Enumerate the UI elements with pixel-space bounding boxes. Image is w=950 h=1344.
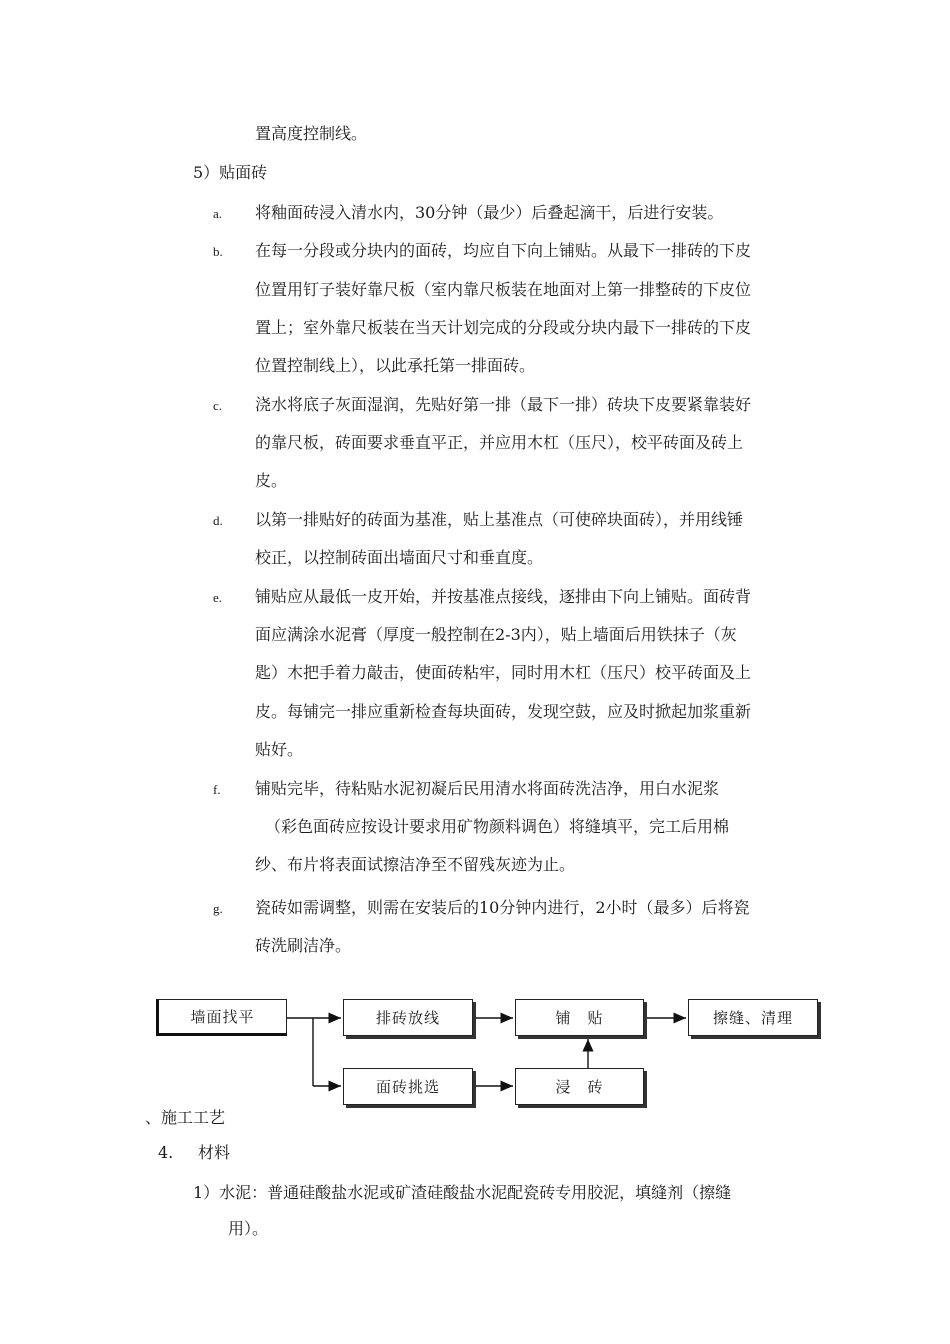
item-c-line-1: 浇水将底子灰面湿润，先贴好第一排（最下一排）砖块下皮要紧靠装好 [255,395,752,414]
item-c-line-3: 皮。 [255,471,288,490]
flow-box-wall-level: 墙面找平 [156,999,287,1036]
section-5-title: 5）贴面砖 [193,163,268,182]
item-e-line-4: 皮。每铺完一排应重新检查每块面砖，发现空鼓，应及时掀起加浆重新 [255,702,752,721]
item-g-marker: g. [213,901,223,916]
item-f-line-2: （彩色面砖应按设计要求用矿物颜料调色）将缝填平，完工后用棉 [265,817,730,836]
section-4-title: 材料 [198,1143,231,1162]
item-f-marker: f. [213,782,221,797]
section-4-number: 4. [158,1143,174,1162]
item-g-line-1: 瓷砖如需调整，则需在安装后的10分钟内进行，2小时（最多）后将瓷 [255,898,750,917]
cement-line-1: 1）水泥：普通硅酸盐水泥或矿渣硅酸盐水泥配瓷砖专用胶泥，填缝剂（擦缝 [193,1183,732,1202]
item-c-line-2: 的靠尺板，砖面要求垂直平正，并应用木杠（压尺），校平砖面及砖上 [255,433,744,452]
item-d-line-2: 校正，以控制砖面出墙面尺寸和垂直度。 [255,548,544,567]
flow-box-grout-clean: 擦缝、清理 [688,999,818,1036]
process-heading: 、施工工艺 [145,1108,226,1127]
item-a-line-1: 将釉面砖浸入清水内，30分钟（最少）后叠起滴干，后进行安装。 [255,203,724,222]
item-e-marker: e. [213,590,223,605]
item-b-line-3: 置上；室外靠尺板装在当天计划完成的分段或分块内最下一排砖的下皮 [255,318,752,337]
item-e-line-1: 铺贴应从最低一皮开始，并按基准点接线，逐排由下向上铺贴。面砖背 [255,587,752,606]
flow-box-tile-select: 面砖挑选 [343,1068,473,1105]
item-e-line-3: 匙）木把手着力敲击，使面砖粘牢，同时用木杠（压尺）校平砖面及上 [255,663,752,682]
item-d-line-1: 以第一排贴好的砖面为基准，贴上基准点（可使碎块面砖），并用线锤 [255,510,744,529]
item-c-marker: c. [213,398,223,413]
item-e-line-5: 贴好。 [255,740,304,759]
item-b-marker: b. [213,244,223,259]
flow-box-soak: 浸 砖 [515,1068,644,1105]
flow-box-tile-layout: 排砖放线 [343,999,473,1036]
item-g-line-2: 砖洗刷洁净。 [255,936,352,955]
flow-box-paste: 铺 贴 [515,999,644,1036]
item-b-line-2: 位置用钉子装好靠尺板（室内靠尺板装在地面对上第一排整砖的下皮位 [255,280,752,299]
item-f-line-3: 纱、布片将表面试擦洁净至不留残灰迹为止。 [255,855,576,874]
item-e-line-2: 面应满涂水泥膏（厚度一般控制在2-3内），贴上墙面后用铁抹子（灰 [255,625,737,644]
cement-line-2: 用）。 [228,1219,269,1238]
item-b-line-4: 位置控制线上），以此承托第一排面砖。 [255,356,536,375]
continuation-text: 置高度控制线。 [255,124,368,143]
item-f-line-1: 铺贴完毕，待粘贴水泥初凝后民用清水将面砖洗洁净，用白水泥浆 [255,779,720,798]
item-b-line-1: 在每一分段或分块内的面砖，均应自下向上铺贴。从最下一排砖的下皮 [255,241,752,260]
item-d-marker: d. [213,513,223,528]
item-a-marker: a. [213,206,223,221]
